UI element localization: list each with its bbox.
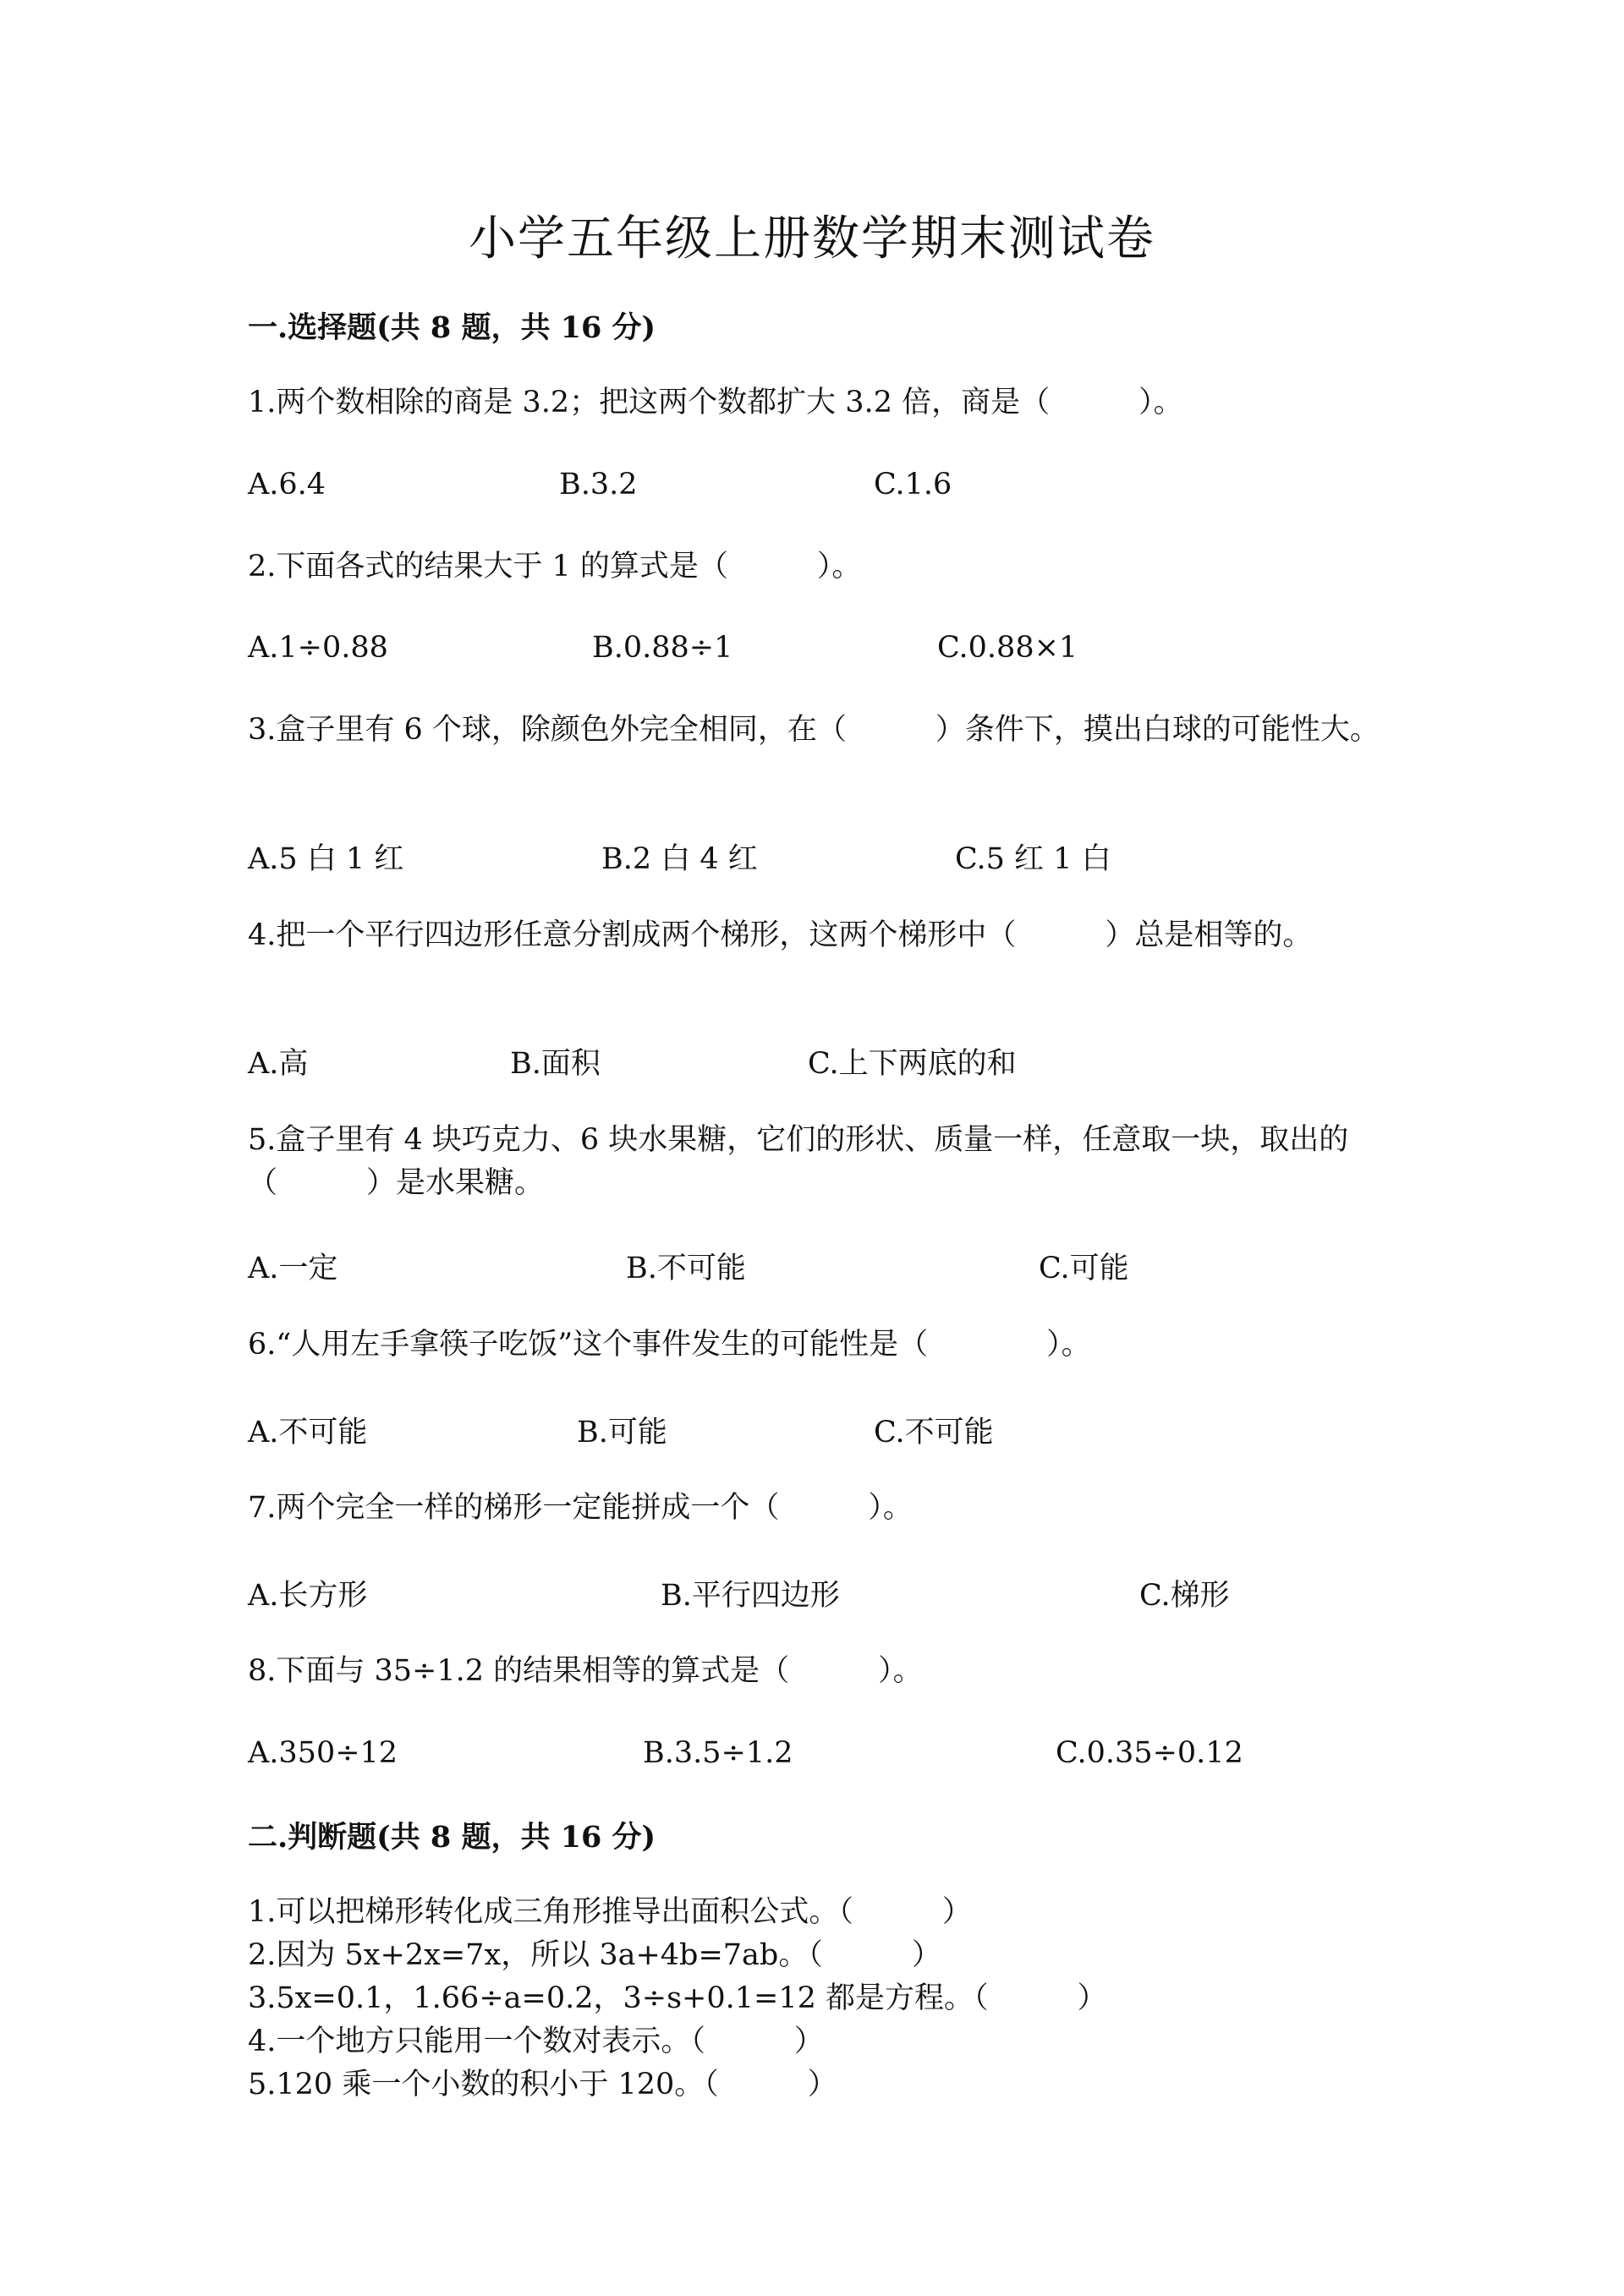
question-2: 2.下面各式的结果大于 1 的算式是（ ）。: [248, 550, 862, 584]
question-1-option-b: B.3.2: [559, 468, 638, 501]
question-7-option-a: A.长方形: [248, 1579, 368, 1613]
question-2-option-a: A.1÷0.88: [248, 631, 388, 665]
question-4: 4.把一个平行四边形任意分割成两个梯形，这两个梯形中（ ）总是相等的。: [248, 918, 1313, 952]
question-3: 3.盒子里有 6 个球，除颜色外完全相同，在（ ）条件下，摸出白球的可能性大。: [248, 713, 1380, 747]
page-title: 小学五年级上册数学期末测试卷: [469, 211, 1155, 266]
question-8-option-c: C.0.35÷0.12: [1056, 1736, 1243, 1770]
question-1-option-a: A.6.4: [248, 468, 326, 501]
question-6: 6.“人用左手拿筷子吃饭”这个事件发生的可能性是（ ）。: [248, 1328, 1091, 1362]
question-5-option-c: C.可能: [1039, 1252, 1129, 1285]
question-8-option-b: B.3.5÷1.2: [643, 1736, 793, 1770]
section-heading-true-false: 二.判断题(共 8 题，共 16 分): [248, 1820, 656, 1855]
question-5: 5.盒子里有 4 块巧克力、6 块水果糖，它们的形状、质量一样，任意取一块，取出的（ ）是水果糖。: [248, 1123, 1349, 1200]
question-7: 7.两个完全一样的梯形一定能拼成一个（ ）。: [248, 1491, 913, 1525]
question-3-option-b: B.2 白 4 红: [601, 842, 758, 876]
question-4-option-c: C.上下两底的和: [808, 1047, 1017, 1081]
question-7-option-c: C.梯形: [1139, 1579, 1230, 1613]
judgment-item-2: 2.因为 5x+2x=7x，所以 3a+4b=7ab。（ ）: [248, 1938, 941, 1972]
question-3-option-a: A.5 白 1 红: [248, 842, 404, 876]
question-6-option-a: A.不可能: [248, 1416, 368, 1449]
question-2-option-b: B.0.88÷1: [592, 631, 733, 665]
question-1: 1.两个数相除的商是 3.2；把这两个数都扩大 3.2 倍，商是（ ）。: [248, 386, 1183, 419]
question-8: 8.下面与 35÷1.2 的结果相等的算式是（ ）。: [248, 1654, 923, 1688]
question-3-option-c: C.5 红 1 白: [955, 842, 1111, 876]
judgment-item-5: 5.120 乘一个小数的积小于 120。（ ）: [248, 2068, 837, 2101]
question-4-option-b: B.面积: [510, 1047, 601, 1081]
judgment-item-3: 3.5x=0.1，1.66÷a=0.2，3÷s+0.1=12 都是方程。（ ）: [248, 1981, 1107, 2015]
question-2-option-c: C.0.88×1: [937, 631, 1078, 665]
question-8-option-a: A.350÷12: [248, 1736, 398, 1770]
judgment-item-4: 4.一个地方只能用一个数对表示。（ ）: [248, 2025, 824, 2058]
question-6-option-c: C.不可能: [874, 1416, 994, 1449]
section-heading-multiple-choice: 一.选择题(共 8 题，共 16 分): [248, 310, 656, 345]
question-7-option-b: B.平行四边形: [661, 1579, 840, 1613]
question-5-option-b: B.不可能: [626, 1252, 746, 1285]
question-1-option-c: C.1.6: [874, 468, 952, 501]
question-6-option-b: B.可能: [577, 1416, 667, 1449]
question-5-option-a: A.一定: [248, 1252, 338, 1285]
judgment-item-1: 1.可以把梯形转化成三角形推导出面积公式。（ ）: [248, 1895, 972, 1929]
question-4-option-a: A.高: [248, 1047, 309, 1081]
